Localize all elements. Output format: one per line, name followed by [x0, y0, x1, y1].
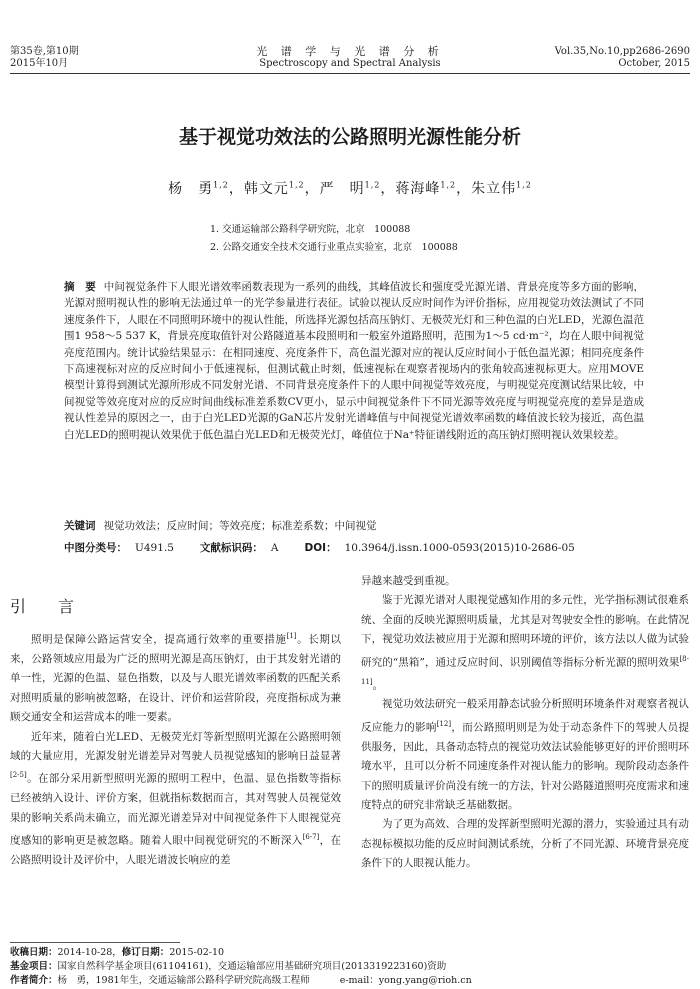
header-volume-cn [10, 46, 79, 70]
journal-name-en: Spectroscopy and Spectral Analysis [259, 58, 441, 69]
footnote-rule [10, 942, 180, 943]
body-column-right [361, 572, 689, 874]
author-affil-sup: 1,2 [288, 180, 305, 190]
citation: [2-5] [10, 771, 27, 780]
paragraph-text: ，在公路照明设计及评价中，人眼光谱波长响应的差 [10, 834, 342, 866]
footnote-fund [10, 960, 700, 974]
author-name: 杨 勇 [168, 181, 214, 197]
abstract-text: 中间视觉条件下人眼光谱效率函数表现为一系列的曲线，其峰值波长和强度受光源光谱、背景亮度等多方面的影响，光源对照明视认性的影响无法通过单一的光学参量进行表征。试验以视认反应时间作为评价指标，应用视觉功效法测试了不同速度条件下，人眼在不同照明环境中的视认性能，所选择光源包括高压钠灯、无极荧光灯和三种色温的白光LED，光源色温范围1 958～5 537 K，背景亮度取值针对公路隧道基本段照明和一般室外道路照明，范围为1～5 cd·m⁻²，均在人眼中间视觉亮度范围内。统计试验结果显示：在相同速度、亮度条件下，高色温光源对应的视认反应时间小于低色温光源；相同亮度条件下高速视标对应的反应时间小于低速视标，但测试截止时刻，低速视标在观察者视场内的张角较高速视标更大。应用MOVE模型计算得到测试光源所形成不同发射光谱、不同背景亮度条件下的人眼中间视觉等效亮度，与明视觉亮度测试结果比较，中间视觉等效亮度对应的反应时间曲线标准差系数CV更小，显示中间视觉条件下不同光源等效亮度与明视觉亮度的差异是造成视认性差异的原因之一，由于白光LED光源的GaN芯片发射光谱峰值与中间视觉光谱效率函数的峰值波长较为接近，高色温白光LED的照明视认效果优于低色温白光LED和无极荧光灯，峰值位于Na⁺特征谱线附近的高压钠灯照明视认效果较差。 [64, 281, 645, 441]
abstract [64, 279, 644, 443]
author-affil-sup: 1,2 [364, 180, 381, 190]
header-date-en-line: October, 2015 [618, 58, 690, 69]
paragraph-text: 照明是保障公路运营安全，提高通行效率的重要措施 [31, 633, 287, 646]
paragraph-text: 鉴于光源光谱对人眼视觉感知作用的多元性，光学指标测试很难系统、全面的反映光源照明质量，尤其是对驾驶安全性的影响。在此情况下，视觉功效法被应用于光源和照明环境的评价，该方法以人做为试验研究的“黑箱”，通过反应时间、识别阈值等指标分析光源的照明效果 [361, 594, 689, 669]
header-volume-en-line: Vol.35,No.10,pp2686-2690 [554, 46, 690, 57]
clc-value: U491.5 [135, 542, 174, 554]
citation: [8-11] [361, 654, 689, 686]
author-name: 韩文元 [243, 181, 289, 197]
classification-line [64, 540, 664, 556]
revised-date: 2015-02-10 [169, 947, 225, 958]
doc-code-label: 文献标识码： [199, 542, 263, 554]
citation: [12] [436, 719, 452, 728]
revised-label: 修订日期： [121, 947, 170, 958]
keywords-label: 关键词 [64, 520, 96, 532]
affiliation-2: 2. 公路交通安全技术交通行业重点实验室，北京 100088 [210, 242, 458, 253]
author-bio-label: 作者简介： [10, 975, 58, 986]
paragraph [361, 572, 689, 591]
journal-name-cn: 光 谱 学 与 光 谱 分 析 [256, 45, 444, 58]
paragraph-text: 视觉功效法研究一般采用静态试验分析照明环境条件对观察者视认反应能力的影响 [361, 698, 689, 734]
author-list: 杨 勇$^{1,2}$，韩文元$^{1,2}$，严 明$^{1,2}$，蒋海峰$^{1,2}$，朱立伟$^{1,2}$ [168, 180, 532, 197]
journal-name [200, 46, 500, 70]
paragraph [361, 695, 689, 815]
clc-label: 中图分类号： [64, 542, 127, 554]
author-affil-sup: 1,2 [213, 180, 229, 190]
author-name: 蒋海峰 [395, 181, 441, 197]
author-email[interactable]: e-mail：yong.yang@rioh.cn [339, 975, 472, 986]
author-bio-text: 杨 勇，1981年生，交通运输部公路科学研究院高级工程师 [57, 975, 310, 986]
paragraph-text: 异越来越受到重视。 [361, 575, 456, 587]
fund-text: 国家自然科学基金项目(61104161)，交通运输部应用基础研究项目(2013319223160)资助 [57, 961, 447, 972]
paragraph [361, 815, 689, 873]
doc-code-value: A [270, 542, 279, 554]
affiliation-1: 1. 交通运输部公路科学研究院，北京 100088 [210, 224, 411, 235]
keywords-text: 视觉功效法；反应时间；等效亮度；标准差系数；中间视觉 [103, 520, 377, 532]
header-volume-line: 第35卷,第10期 [10, 46, 79, 57]
doi-value[interactable]: 10.3964/j.issn.1000-0593(2015)10-2686-05 [344, 542, 575, 554]
paragraph [10, 728, 341, 871]
paragraph [10, 627, 341, 728]
received-label: 收稿日期： [10, 947, 58, 958]
header-date-line: 2015年10月 [10, 58, 69, 69]
footnote-author [10, 974, 700, 988]
author-name: 朱立伟 [471, 181, 517, 197]
section-title-introduction: 引 言 [10, 597, 83, 616]
author-affil-sup: 1,2 [440, 180, 457, 190]
author-name: 严 明 [319, 181, 365, 197]
footnote-dates [10, 946, 700, 960]
paragraph [361, 591, 689, 695]
body-column-left [10, 627, 341, 870]
doi-label: DOI： [304, 542, 337, 554]
citation: [1] [286, 632, 297, 640]
paragraph-text: 。在部分采用新型照明光源的照明工程中，色温、显色指数等指标已经被纳入设计、评价方案，但就指标数据而言，其对驾驶人员视觉效果的影响关系尚未确立，而光源光谱差异对中间视觉条件下人眼视觉亮度感知的影响更是被忽略。随着人眼中间视觉研究的不断深入 [10, 772, 341, 847]
paragraph-text: 为了更为高效、合理的发挥新型照明光源的潜力，实验通过具有动态视标模拟功能的反应时间测试系统，分析了不同光源、环境背景亮度条件下的人眼视认能力。 [361, 818, 689, 870]
author-affil-sup: 1,2 [516, 180, 532, 190]
abstract-label: 摘 要 [64, 281, 96, 293]
paragraph-text: 近年来，随着白光LED、无极荧光灯等新型照明光源在公路照明领域的大量应用，光源发射光谱差异对驾驶人员视觉感知的影响日益显著 [10, 730, 341, 762]
header-rule [10, 73, 690, 74]
paragraph-text: ，而公路照明则是为处于动态条件下的驾驶人员提供服务，因此，具备动态特点的视觉功效法试验能够更好的评价照明环境水平，且可以分析不同速度条件对视认能力的影响。现阶段动态条件下的照明质量评价尚没有统一的方法，针对公路隧道照明亮度需求和速度特点的研究非常缺乏基础数据。 [361, 721, 689, 811]
paper-title: 基于视觉功效法的公路照明光源性能分析 [178, 126, 521, 148]
fund-label: 基金项目： [10, 961, 58, 972]
keywords [64, 518, 664, 534]
citation: [6-7] [302, 833, 320, 842]
header-volume-en [555, 46, 690, 70]
paragraph-text: 。 [372, 679, 384, 692]
paragraph-text: 。长期以来，公路领域应用最为广泛的照明光源是高压钠灯，由于其发射光谱的单一性，光源的色温、显色指数，以及与人眼光谱效率函数的匹配关系对照明质量的影响被忽略，在设计、评价和运营阶段，亮度指标成为兼顾交通安全和运营成本的唯一要素。 [10, 633, 342, 724]
received-date: 2014-10-28， [57, 947, 122, 958]
